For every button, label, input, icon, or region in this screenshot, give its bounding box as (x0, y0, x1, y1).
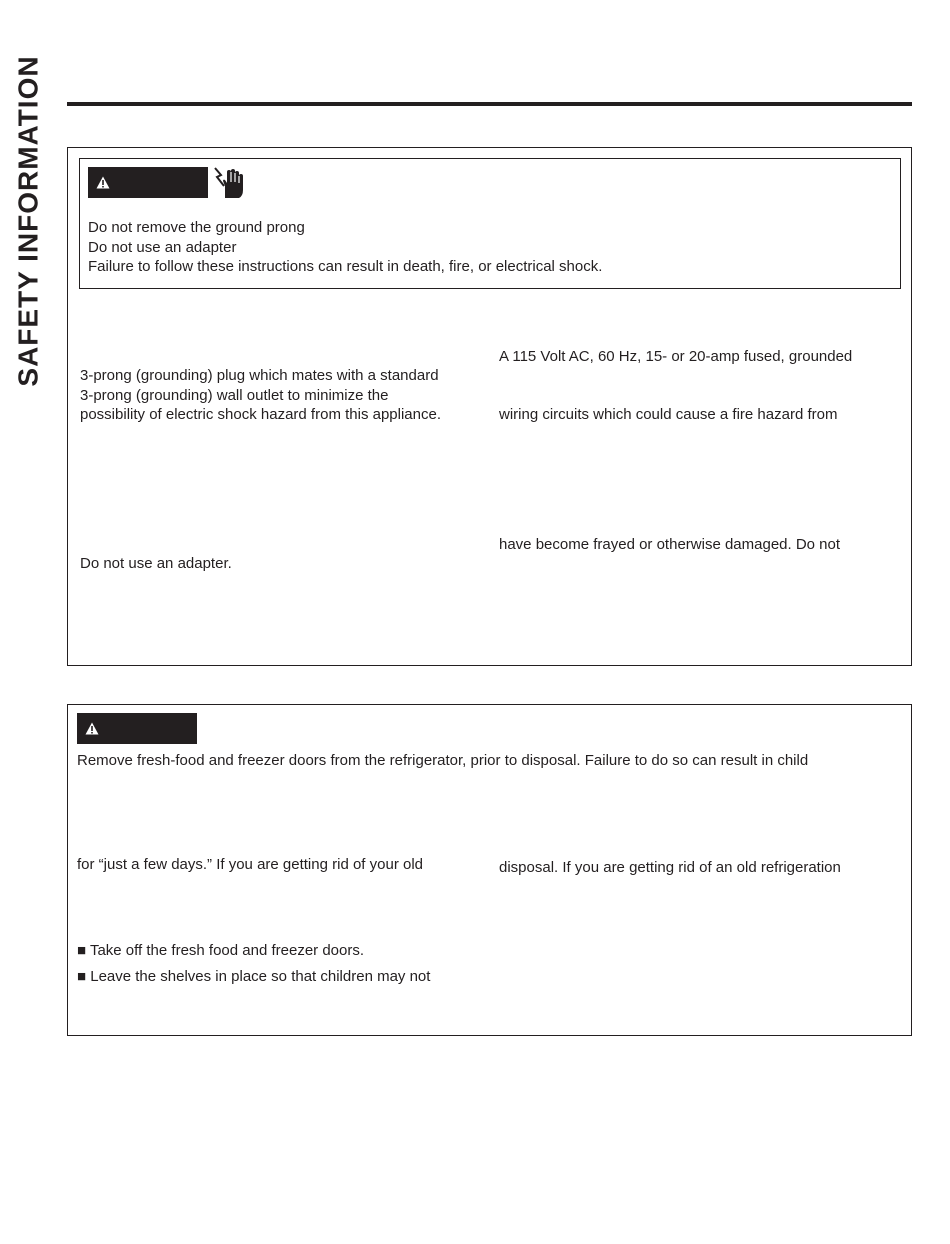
disposal-right-text: disposal. If you are getting rid of an old refrigeration (499, 859, 841, 876)
frayed-cord-text: have become frayed or otherwise damaged. Do not (499, 536, 841, 553)
plug-text-line: 3-prong (grounding) wall outlet to minimize the (80, 386, 389, 404)
bullet-item: ■ Take off the fresh food and freezer doors. (77, 942, 365, 959)
warning-badge (77, 713, 197, 744)
disposal-left-text: for “just a few days.” If you are getting rid of your old (77, 856, 423, 873)
warning-line: Failure to follow these instructions can result in death, fire, or electrical shock. (88, 258, 603, 275)
top-divider (67, 102, 912, 106)
bullet-item: ■ Leave the shelves in place so that children may not (77, 968, 431, 985)
plug-text-line: possibility of electric shock hazard from this appliance. (80, 406, 441, 423)
disposal-intro-text: Remove fresh-food and freezer doors from the refrigerator, prior to disposal. Failure to do so can result in child (77, 752, 809, 769)
warning-badge (88, 167, 208, 198)
warning-line: Do not remove the ground prong (88, 219, 305, 236)
electric-shock-hand-icon (212, 166, 244, 200)
grounding-plug-text (80, 366, 441, 425)
plug-text-line: 3-prong (grounding) plug which mates with a standard (80, 367, 439, 384)
warning-triangle-icon (96, 176, 110, 189)
warning-line: Do not use an adapter (88, 238, 237, 256)
warning-triangle-icon (85, 722, 99, 735)
wiring-text: wiring circuits which could cause a fire hazard from (499, 406, 838, 423)
side-section-title (12, 38, 46, 404)
warning-text (88, 218, 602, 277)
side-section-title-text: SAFETY INFORMATION (13, 55, 44, 387)
power-supply-text: A 115 Volt AC, 60 Hz, 15- or 20-amp fused, grounded (499, 348, 853, 365)
adapter-text: Do not use an adapter. (80, 555, 232, 572)
